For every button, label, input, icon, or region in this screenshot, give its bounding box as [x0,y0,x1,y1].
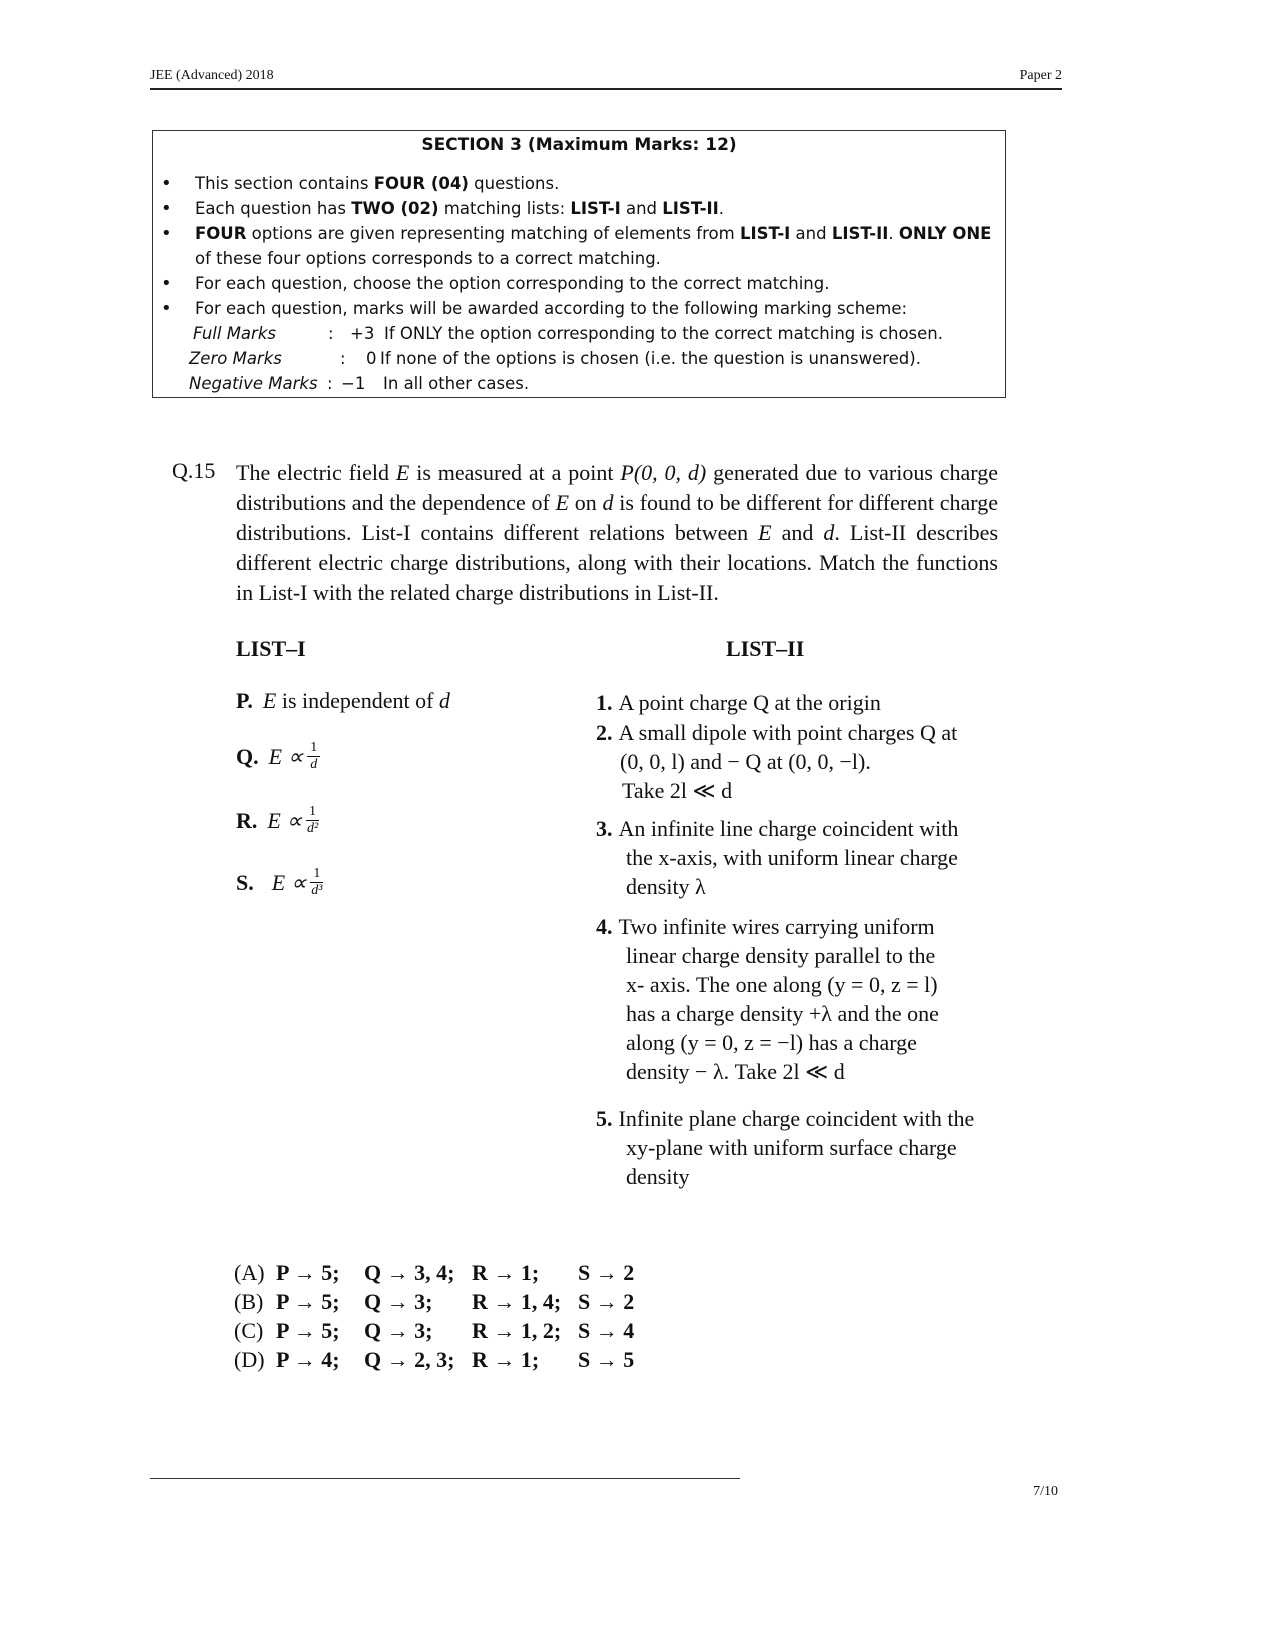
instruction-item: • For each question, marks will be awarded according to the following marking scheme: [153,296,1005,321]
list-1-heading: LIST–I [236,636,306,661]
list-2-item-1: 1. A point charge Q at the origin [596,690,881,715]
instruction-item: • For each question, choose the option corresponding to the correct matching. [153,271,1005,296]
question-number: Q.15 [172,458,216,483]
fraction: $\frac{1}{d}$ [307,740,320,773]
section-title: SECTION 3 (Maximum Marks: 12) [421,135,737,155]
instruction-list [153,171,1005,321]
fraction: $\frac{1}{\text{d²}}$ [306,804,319,836]
option-d[interactable]: (D) P → 4; Q → 2, 3; R → 1; S → 5 [234,1347,635,1372]
page-header [150,64,1062,90]
list-2-heading: LIST–II [726,636,805,661]
list-1-item-q: Q. E ∝ $\frac{1}{d}$ [236,740,320,773]
page-number: 7/10 [1033,1484,1058,1499]
option-a[interactable]: (A) P → 5; Q → 3, 4; R → 1; S → 2 [234,1260,635,1285]
list-1-item-r: R. E ∝ $\frac{1}{\text{d²}}$ [236,804,319,836]
option-b[interactable]: (B) P → 5; Q → 3; R → 1, 4; S → 2 [234,1289,635,1314]
list-1-item-s: S. E ∝ $\frac{1}{\text{d³}}$ [236,866,323,898]
list-2-item-3: 3. An infinite line charge coincident with the x-axis, with uniform linear charge density λ [596,816,959,899]
scheme-row-zero: Zero Marks : 0 If none of the options is chosen (i.e. the question is unanswered). [189,349,921,368]
fraction: $\frac{1}{\text{d³}}$ [311,866,323,898]
marking-scheme [153,321,1005,396]
scheme-row-negative: Negative Marks : −1 In all other cases. [189,374,530,393]
paper-label: Paper 2 [1019,68,1062,83]
list-1-item-p: P. E is independent of d [236,688,450,713]
footer-rule [150,1478,740,1479]
list-2-item-5: 5. Infinite plane charge coincident with the xy-plane with uniform surface charge density [596,1106,975,1189]
list-2-item-4: 4. Two infinite wires carrying uniform linear charge density parallel to the x- axis. The one along (y = 0, z = l) has a charge density +λ and the one along (y = 0, z = −l) has a charge density − λ. Take 2l ≪ d [596,914,939,1084]
question-text: The electric field E is measured at a point P(0, 0, d) generated due to various charge distributions and the dependence of E on d is found to be different for different charge distributions. List-I contains different relations between E and d. List-II describes different electric charge distributions, along with their locations. Match the functions in List-I with the related charge distributions in List-II. [236,460,999,605]
answer-options [234,1258,658,1374]
scheme-row-full: Full Marks : +3 If ONLY the option corresponding to the correct matching is chosen. [193,324,944,343]
instruction-item: • This section contains FOUR (04) questions. [153,171,1005,196]
section-instructions-box [152,130,1006,398]
instruction-item: • Each question has TWO (02) matching lists: LIST-I and LIST-II. [153,196,1005,221]
list-2-item-2: 2. A small dipole with point charges Q at (0, 0, l) and − Q at (0, 0, −l). Take 2l ≪ d [596,720,958,803]
exam-name: JEE (Advanced) 2018 [150,68,274,83]
instruction-item: • FOUR options are given representing matching of elements from LIST-I and LIST-II. ONLY ONE of these four options corresponds to a correct matching. [153,221,1005,271]
option-c[interactable]: (C) P → 5; Q → 3; R → 1, 2; S → 4 [234,1318,635,1343]
